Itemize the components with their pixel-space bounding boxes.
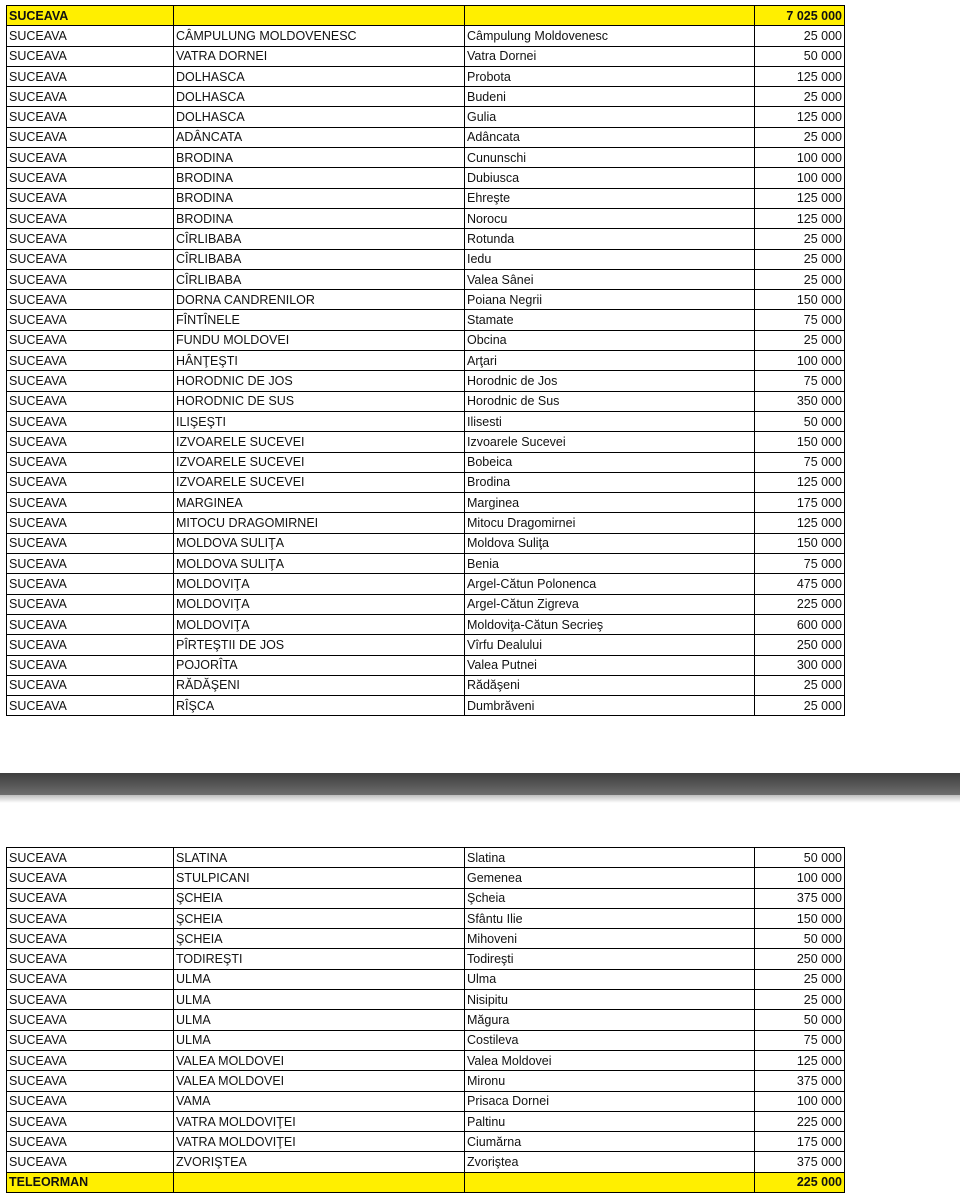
county-cell: SUCEAVA <box>7 574 174 594</box>
village-cell: Todireşti <box>465 949 755 969</box>
village-cell: Valea Moldovei <box>465 1050 755 1070</box>
table-row <box>7 908 960 928</box>
commune-cell: MOLDOVA SULIŢA <box>174 554 465 574</box>
amount-cell: 150 000 <box>755 533 845 553</box>
commune-cell: ULMA <box>174 1030 465 1050</box>
amount-cell: 250 000 <box>755 949 845 969</box>
amount-cell: 50 000 <box>755 411 845 431</box>
commune-cell: VAMA <box>174 1091 465 1111</box>
amount-cell: 25 000 <box>755 87 845 107</box>
commune-cell: VALEA MOLDOVEI <box>174 1050 465 1070</box>
table-row <box>7 675 960 695</box>
commune-cell: DOLHASCA <box>174 66 465 86</box>
commune-cell: DOLHASCA <box>174 87 465 107</box>
commune-cell: HORODNIC DE SUS <box>174 391 465 411</box>
village-cell: Dumbrăveni <box>465 696 755 716</box>
county-cell: SUCEAVA <box>7 990 174 1010</box>
commune-cell: ULMA <box>174 1010 465 1030</box>
table-row <box>7 249 960 269</box>
commune-cell: BRODINA <box>174 188 465 208</box>
commune-cell: HORODNIC DE JOS <box>174 371 465 391</box>
amount-cell: 75 000 <box>755 371 845 391</box>
table-row <box>7 655 960 675</box>
table-row <box>7 472 960 492</box>
county-cell: SUCEAVA <box>7 87 174 107</box>
county-cell: SUCEAVA <box>7 330 174 350</box>
village-cell: Rotunda <box>465 229 755 249</box>
commune-cell: BRODINA <box>174 208 465 228</box>
amount-cell: 75 000 <box>755 1030 845 1050</box>
table-row <box>7 696 960 716</box>
village-cell: Mironu <box>465 1071 755 1091</box>
county-cell: SUCEAVA <box>7 1152 174 1172</box>
amount-cell: 50 000 <box>755 929 845 949</box>
commune-cell: BRODINA <box>174 148 465 168</box>
commune-cell: MITOCU DRAGOMIRNEI <box>174 513 465 533</box>
table-row <box>7 990 960 1010</box>
village-cell: Prisaca Dornei <box>465 1091 755 1111</box>
village-cell: Budeni <box>465 87 755 107</box>
village-cell: Mitocu Dragomirnei <box>465 513 755 533</box>
commune-cell: SLATINA <box>174 848 465 868</box>
village-cell: Marginea <box>465 493 755 513</box>
table-row <box>7 1132 960 1152</box>
table-row <box>7 868 960 888</box>
village-cell: Stamate <box>465 310 755 330</box>
page-break-shadow <box>0 795 960 803</box>
county-cell: SUCEAVA <box>7 635 174 655</box>
amount-cell: 125 000 <box>755 107 845 127</box>
amount-cell: 50 000 <box>755 1010 845 1030</box>
county-cell: SUCEAVA <box>7 290 174 310</box>
table-row <box>7 513 960 533</box>
commune-cell: ŞCHEIA <box>174 888 465 908</box>
amount-cell: 375 000 <box>755 1071 845 1091</box>
table-row <box>7 1050 960 1070</box>
table-row <box>7 533 960 553</box>
commune-cell <box>174 1172 465 1192</box>
amount-cell: 100 000 <box>755 168 845 188</box>
table-row <box>7 46 960 66</box>
county-cell: SUCEAVA <box>7 1030 174 1050</box>
village-cell: Nisipitu <box>465 990 755 1010</box>
village-cell: Ilisesti <box>465 411 755 431</box>
commune-cell: CÎRLIBABA <box>174 249 465 269</box>
table-row <box>7 87 960 107</box>
table-row <box>7 411 960 431</box>
commune-cell: ŞCHEIA <box>174 929 465 949</box>
table-row <box>7 1152 960 1172</box>
commune-cell: RÎŞCA <box>174 696 465 716</box>
village-cell <box>465 1172 755 1192</box>
commune-cell: CÎRLIBABA <box>174 229 465 249</box>
table-row <box>7 949 960 969</box>
amount-cell: 25 000 <box>755 249 845 269</box>
county-cell: SUCEAVA <box>7 452 174 472</box>
amount-cell: 600 000 <box>755 614 845 634</box>
table-row <box>7 188 960 208</box>
amount-cell: 75 000 <box>755 310 845 330</box>
amount-cell: 300 000 <box>755 655 845 675</box>
table-row <box>7 148 960 168</box>
table-row <box>7 168 960 188</box>
amount-cell: 150 000 <box>755 432 845 452</box>
amount-cell: 150 000 <box>755 908 845 928</box>
commune-cell: TODIREŞTI <box>174 949 465 969</box>
village-cell: Bobeica <box>465 452 755 472</box>
village-cell: Moldoviţa-Cătun Secrieş <box>465 614 755 634</box>
village-cell: Dubiusca <box>465 168 755 188</box>
table-row <box>7 452 960 472</box>
village-cell: Iedu <box>465 249 755 269</box>
county-cell: SUCEAVA <box>7 868 174 888</box>
county-cell: SUCEAVA <box>7 66 174 86</box>
table-row <box>7 66 960 86</box>
amount-cell: 125 000 <box>755 1050 845 1070</box>
county-cell: SUCEAVA <box>7 229 174 249</box>
village-cell: Horodnic de Sus <box>465 391 755 411</box>
amount-cell: 150 000 <box>755 290 845 310</box>
amount-cell: 100 000 <box>755 148 845 168</box>
amount-cell: 75 000 <box>755 452 845 472</box>
amount-cell: 375 000 <box>755 888 845 908</box>
county-cell: SUCEAVA <box>7 1091 174 1111</box>
county-name: TELEORMAN <box>7 1172 174 1192</box>
village-cell: Horodnic de Jos <box>465 371 755 391</box>
village-cell: Obcina <box>465 330 755 350</box>
table-row <box>7 635 960 655</box>
amount-cell: 375 000 <box>755 1152 845 1172</box>
village-cell: Şcheia <box>465 888 755 908</box>
amount-cell: 100 000 <box>755 351 845 371</box>
county-cell: SUCEAVA <box>7 696 174 716</box>
amount-cell: 250 000 <box>755 635 845 655</box>
county-cell: SUCEAVA <box>7 888 174 908</box>
village-cell: Vatra Dornei <box>465 46 755 66</box>
amount-cell: 50 000 <box>755 46 845 66</box>
table-row <box>7 1111 960 1131</box>
county-cell: SUCEAVA <box>7 908 174 928</box>
county-cell: SUCEAVA <box>7 554 174 574</box>
table-row <box>7 107 960 127</box>
village-cell: Arţari <box>465 351 755 371</box>
commune-cell: FÎNTÎNELE <box>174 310 465 330</box>
amount-cell: 50 000 <box>755 848 845 868</box>
county-cell: SUCEAVA <box>7 655 174 675</box>
amount-cell: 25 000 <box>755 675 845 695</box>
village-cell: Rădăşeni <box>465 675 755 695</box>
village-cell: Ehreşte <box>465 188 755 208</box>
amount-cell: 100 000 <box>755 1091 845 1111</box>
commune-cell: CÎRLIBABA <box>174 269 465 289</box>
amount-cell: 25 000 <box>755 127 845 147</box>
amount-cell: 25 000 <box>755 696 845 716</box>
amount-cell: 125 000 <box>755 66 845 86</box>
table-row <box>7 127 960 147</box>
amount-cell: 25 000 <box>755 330 845 350</box>
table-row <box>7 888 960 908</box>
table-row <box>7 614 960 634</box>
table-row <box>7 208 960 228</box>
commune-cell: POJORÎTA <box>174 655 465 675</box>
commune-cell: VALEA MOLDOVEI <box>174 1071 465 1091</box>
table-row <box>7 1071 960 1091</box>
commune-cell: HÂNŢEŞTI <box>174 351 465 371</box>
commune-cell: FUNDU MOLDOVEI <box>174 330 465 350</box>
county-cell: SUCEAVA <box>7 1111 174 1131</box>
amount-cell: 25 000 <box>755 229 845 249</box>
commune-cell: IZVOARELE SUCEVEI <box>174 472 465 492</box>
county-cell: SUCEAVA <box>7 371 174 391</box>
table-row <box>7 574 960 594</box>
commune-cell: BRODINA <box>174 168 465 188</box>
county-cell: SUCEAVA <box>7 188 174 208</box>
county-cell: SUCEAVA <box>7 1050 174 1070</box>
village-cell: Poiana Negrii <box>465 290 755 310</box>
commune-cell: VATRA MOLDOVIŢEI <box>174 1111 465 1131</box>
county-cell: SUCEAVA <box>7 391 174 411</box>
table-row <box>7 594 960 614</box>
amount-cell: 100 000 <box>755 868 845 888</box>
commune-cell: IZVOARELE SUCEVEI <box>174 452 465 472</box>
table-body-top <box>7 6 960 716</box>
commune-cell: CÂMPULUNG MOLDOVENESC <box>174 26 465 46</box>
village-cell: Cununschi <box>465 148 755 168</box>
commune-cell: STULPICANI <box>174 868 465 888</box>
village-cell: Paltinu <box>465 1111 755 1131</box>
village-cell: Brodina <box>465 472 755 492</box>
amount-cell: 175 000 <box>755 1132 845 1152</box>
county-cell: SUCEAVA <box>7 269 174 289</box>
commune-cell: VATRA MOLDOVIŢEI <box>174 1132 465 1152</box>
commune-cell: DORNA CANDRENILOR <box>174 290 465 310</box>
table-row <box>7 391 960 411</box>
village-cell: Valea Sânei <box>465 269 755 289</box>
county-cell: SUCEAVA <box>7 168 174 188</box>
village-cell: Mihoveni <box>465 929 755 949</box>
county-cell: SUCEAVA <box>7 949 174 969</box>
table-row <box>7 269 960 289</box>
amount-cell: 25 000 <box>755 26 845 46</box>
county-amount: 225 000 <box>755 1172 845 1192</box>
table-row <box>7 432 960 452</box>
village-cell: Zvoriştea <box>465 1152 755 1172</box>
village-cell: Adâncata <box>465 127 755 147</box>
village-cell: Slatina <box>465 848 755 868</box>
village-cell: Argel-Cătun Polonenca <box>465 574 755 594</box>
county-cell: SUCEAVA <box>7 848 174 868</box>
county-cell: SUCEAVA <box>7 533 174 553</box>
commune-cell: ILIŞEŞTI <box>174 411 465 431</box>
amount-cell: 125 000 <box>755 513 845 533</box>
county-cell: SUCEAVA <box>7 513 174 533</box>
table-row <box>7 1030 960 1050</box>
county-cell: SUCEAVA <box>7 46 174 66</box>
county-total-row <box>7 1172 960 1192</box>
county-cell: SUCEAVA <box>7 310 174 330</box>
amount-cell: 25 000 <box>755 990 845 1010</box>
commune-cell: VATRA DORNEI <box>174 46 465 66</box>
county-cell: SUCEAVA <box>7 107 174 127</box>
table-row <box>7 26 960 46</box>
commune-cell: ULMA <box>174 990 465 1010</box>
table-row <box>7 290 960 310</box>
village-cell: Ulma <box>465 969 755 989</box>
table-row <box>7 371 960 391</box>
village-cell: Gemenea <box>465 868 755 888</box>
allocation-table-bottom <box>6 847 960 1193</box>
village-cell: Izvoarele Sucevei <box>465 432 755 452</box>
county-cell: SUCEAVA <box>7 208 174 228</box>
amount-cell: 75 000 <box>755 554 845 574</box>
county-cell: SUCEAVA <box>7 614 174 634</box>
commune-cell: ADÂNCATA <box>174 127 465 147</box>
table-row <box>7 554 960 574</box>
commune-cell: MOLDOVA SULIŢA <box>174 533 465 553</box>
commune-cell: IZVOARELE SUCEVEI <box>174 432 465 452</box>
amount-cell: 125 000 <box>755 188 845 208</box>
table-row <box>7 310 960 330</box>
village-cell: Moldova Suliţa <box>465 533 755 553</box>
commune-cell: MOLDOVIŢA <box>174 594 465 614</box>
county-cell: SUCEAVA <box>7 969 174 989</box>
table-row <box>7 351 960 371</box>
amount-cell: 225 000 <box>755 1111 845 1131</box>
amount-cell: 350 000 <box>755 391 845 411</box>
table-row <box>7 493 960 513</box>
table-body-bottom <box>7 848 960 1193</box>
commune-cell: ULMA <box>174 969 465 989</box>
commune-cell: MARGINEA <box>174 493 465 513</box>
village-cell: Măgura <box>465 1010 755 1030</box>
commune-cell: DOLHASCA <box>174 107 465 127</box>
county-amount: 7 025 000 <box>755 6 845 26</box>
village-cell: Costileva <box>465 1030 755 1050</box>
table-row <box>7 969 960 989</box>
amount-cell: 125 000 <box>755 208 845 228</box>
amount-cell: 125 000 <box>755 472 845 492</box>
county-cell: SUCEAVA <box>7 1071 174 1091</box>
commune-cell <box>174 6 465 26</box>
commune-cell: ŞCHEIA <box>174 908 465 928</box>
county-cell: SUCEAVA <box>7 249 174 269</box>
village-cell: Gulia <box>465 107 755 127</box>
commune-cell: MOLDOVIŢA <box>174 614 465 634</box>
county-cell: SUCEAVA <box>7 26 174 46</box>
county-cell: SUCEAVA <box>7 594 174 614</box>
county-cell: SUCEAVA <box>7 1010 174 1030</box>
commune-cell: ZVORIŞTEA <box>174 1152 465 1172</box>
amount-cell: 225 000 <box>755 594 845 614</box>
amount-cell: 475 000 <box>755 574 845 594</box>
county-cell: SUCEAVA <box>7 411 174 431</box>
table-row <box>7 330 960 350</box>
commune-cell: RĂDĂŞENI <box>174 675 465 695</box>
village-cell: Vîrfu Dealului <box>465 635 755 655</box>
county-cell: SUCEAVA <box>7 432 174 452</box>
county-name: SUCEAVA <box>7 6 174 26</box>
county-total-row <box>7 6 960 26</box>
commune-cell: PÎRTEŞTII DE JOS <box>174 635 465 655</box>
county-cell: SUCEAVA <box>7 929 174 949</box>
village-cell: Norocu <box>465 208 755 228</box>
allocation-table-top <box>6 5 960 716</box>
page-break-separator <box>0 773 960 795</box>
village-cell: Probota <box>465 66 755 86</box>
county-cell: SUCEAVA <box>7 351 174 371</box>
village-cell: Benia <box>465 554 755 574</box>
commune-cell: MOLDOVIŢA <box>174 574 465 594</box>
village-cell <box>465 6 755 26</box>
village-cell: Ciumărna <box>465 1132 755 1152</box>
county-cell: SUCEAVA <box>7 675 174 695</box>
village-cell: Valea Putnei <box>465 655 755 675</box>
county-cell: SUCEAVA <box>7 472 174 492</box>
county-cell: SUCEAVA <box>7 1132 174 1152</box>
table-row <box>7 229 960 249</box>
village-cell: Sfântu Ilie <box>465 908 755 928</box>
village-cell: Câmpulung Moldovenesc <box>465 26 755 46</box>
county-cell: SUCEAVA <box>7 493 174 513</box>
table-row <box>7 848 960 868</box>
amount-cell: 25 000 <box>755 269 845 289</box>
county-cell: SUCEAVA <box>7 127 174 147</box>
amount-cell: 175 000 <box>755 493 845 513</box>
table-row <box>7 1010 960 1030</box>
county-cell: SUCEAVA <box>7 148 174 168</box>
table-row <box>7 929 960 949</box>
table-row <box>7 1091 960 1111</box>
amount-cell: 25 000 <box>755 969 845 989</box>
village-cell: Argel-Cătun Zigreva <box>465 594 755 614</box>
